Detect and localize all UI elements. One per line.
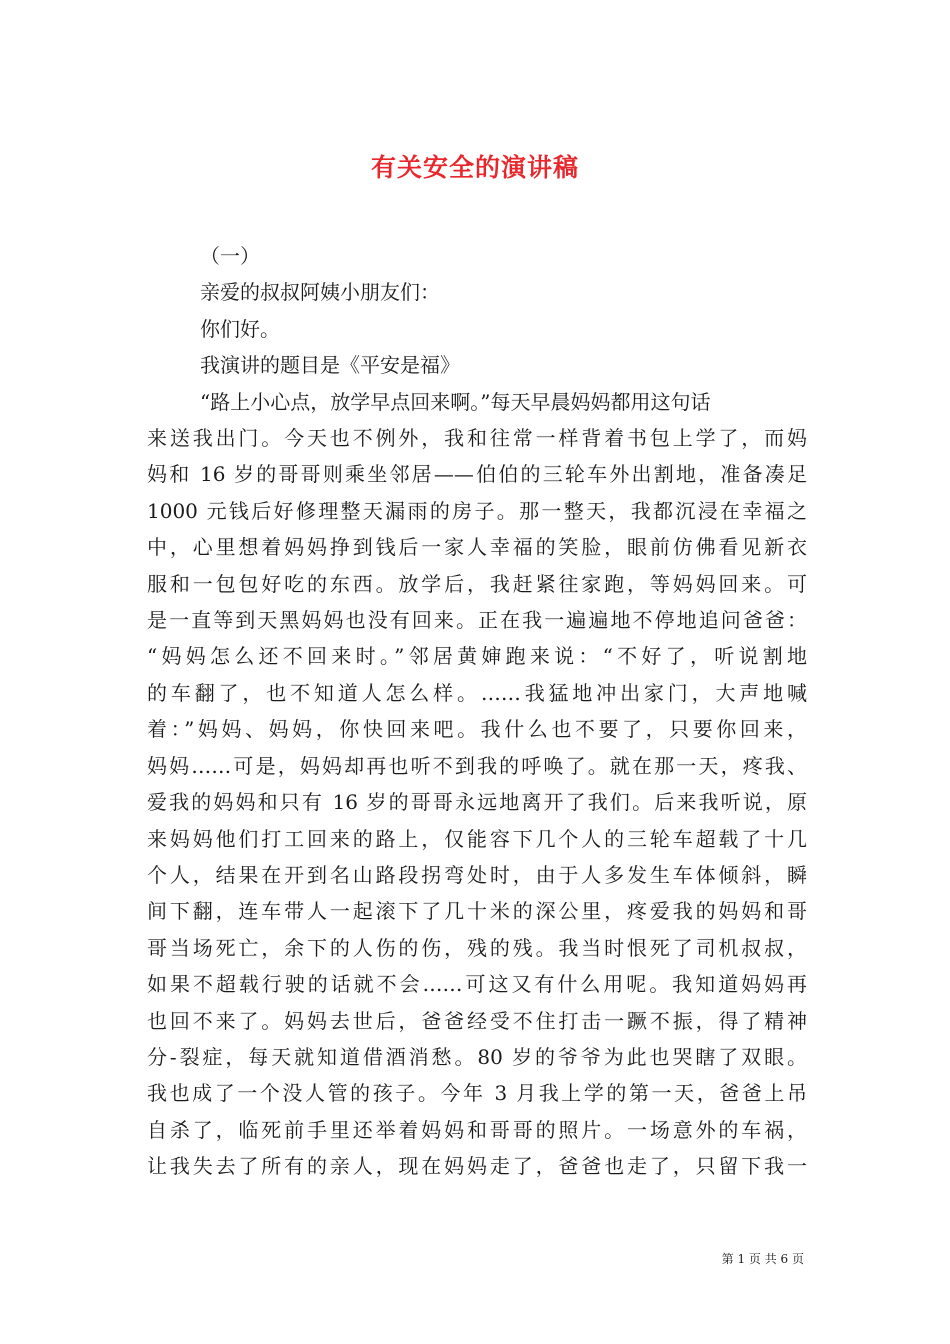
page-number: 第 1 页 共 6 页 [721, 1252, 804, 1266]
paragraph-line: 我也成了一个没人管的孩子。今年 3 月我上学的第一天，爸爸上吊 [147, 1081, 807, 1106]
paragraph-line: 个人，结果在开到名山路段拐弯处时，由于人多发生车体倾斜，瞬 [147, 862, 807, 887]
paragraph-line: 来送我出门。今天也不例外，我和往常一样背着书包上学了，而妈 [147, 426, 807, 451]
paragraph-line: 让我失去了所有的亲人，现在妈妈走了，爸爸也走了，只留下我一 [147, 1154, 807, 1179]
salutation: 亲爱的叔叔阿姨小朋友们： [200, 280, 440, 305]
paragraph-line: “路上小心点，放学早点回来啊。”每天早晨妈妈都用这句话 [200, 389, 711, 414]
paragraph-line: 的车翻了，也不知道人怎么样。……我猛地冲出家门，大声地喊 [147, 680, 807, 705]
paragraph-line: 如果不超载行驶的话就不会……可这又有什么用呢。我知道妈妈再 [147, 972, 807, 997]
paragraph-line: 哥当场死亡，余下的人伤的伤，残的残。我当时恨死了司机叔叔， [147, 935, 807, 960]
main-paragraph [147, 384, 807, 1185]
paragraph-line: 中，心里想着妈妈挣到钱后一家人幸福的笑脸，眼前仿佛看见新衣 [147, 535, 807, 560]
paragraph-line: 间下翻，连车带人一起滚下了几十米的深公里，疼爱我的妈妈和哥 [147, 899, 807, 924]
paragraph-line: “妈妈怎么还不回来时。”邻居黄婶跑来说：“不好了，听说割地 [147, 644, 807, 669]
paragraph-line: 来妈妈他们打工回来的路上，仅能容下几个人的三轮车超载了十几 [147, 826, 807, 851]
paragraph-line: 也回不来了。妈妈去世后，爸爸经受不住打击一蹶不振，得了精神 [147, 1008, 807, 1033]
document-body [147, 238, 807, 1185]
speech-topic: 我演讲的题目是《平安是福》 [200, 353, 460, 378]
paragraph-line: 妈和 16 岁的哥哥则乘坐邻居——伯伯的三轮车外出割地，准备凑足 [147, 462, 807, 487]
paragraph-line: 1000 元钱后好修理整天漏雨的房子。那一整天，我都沉浸在幸福之 [147, 498, 807, 523]
paragraph-line: 自杀了，临死前手里还举着妈妈和哥哥的照片。一场意外的车祸， [147, 1117, 807, 1142]
paragraph-line: 爱我的妈妈和只有 16 岁的哥哥永远地离开了我们。后来我听说，原 [147, 790, 807, 815]
page-title: 有关安全的演讲稿 [370, 152, 579, 182]
section-number: （一） [200, 244, 260, 268]
paragraph-line: 着：”妈妈、妈妈，你快回来吧。我什么也不要了，只要你回来， [147, 717, 807, 742]
greeting: 你们好。 [200, 316, 280, 341]
paragraph-line: 服和一包包好吃的东西。放学后，我赶紧往家跑，等妈妈回来。可 [147, 571, 807, 596]
paragraph-line: 是一直等到天黑妈妈也没有回来。正在我一遍遍地不停地追问爸爸： [147, 608, 807, 633]
paragraph-line: 妈妈……可是，妈妈却再也听不到我的呼唤了。就在那一天，疼我、 [147, 753, 807, 778]
paragraph-line: 分-裂症，每天就知道借酒消愁。80 岁的爷爷为此也哭瞎了双眼。 [147, 1044, 807, 1069]
